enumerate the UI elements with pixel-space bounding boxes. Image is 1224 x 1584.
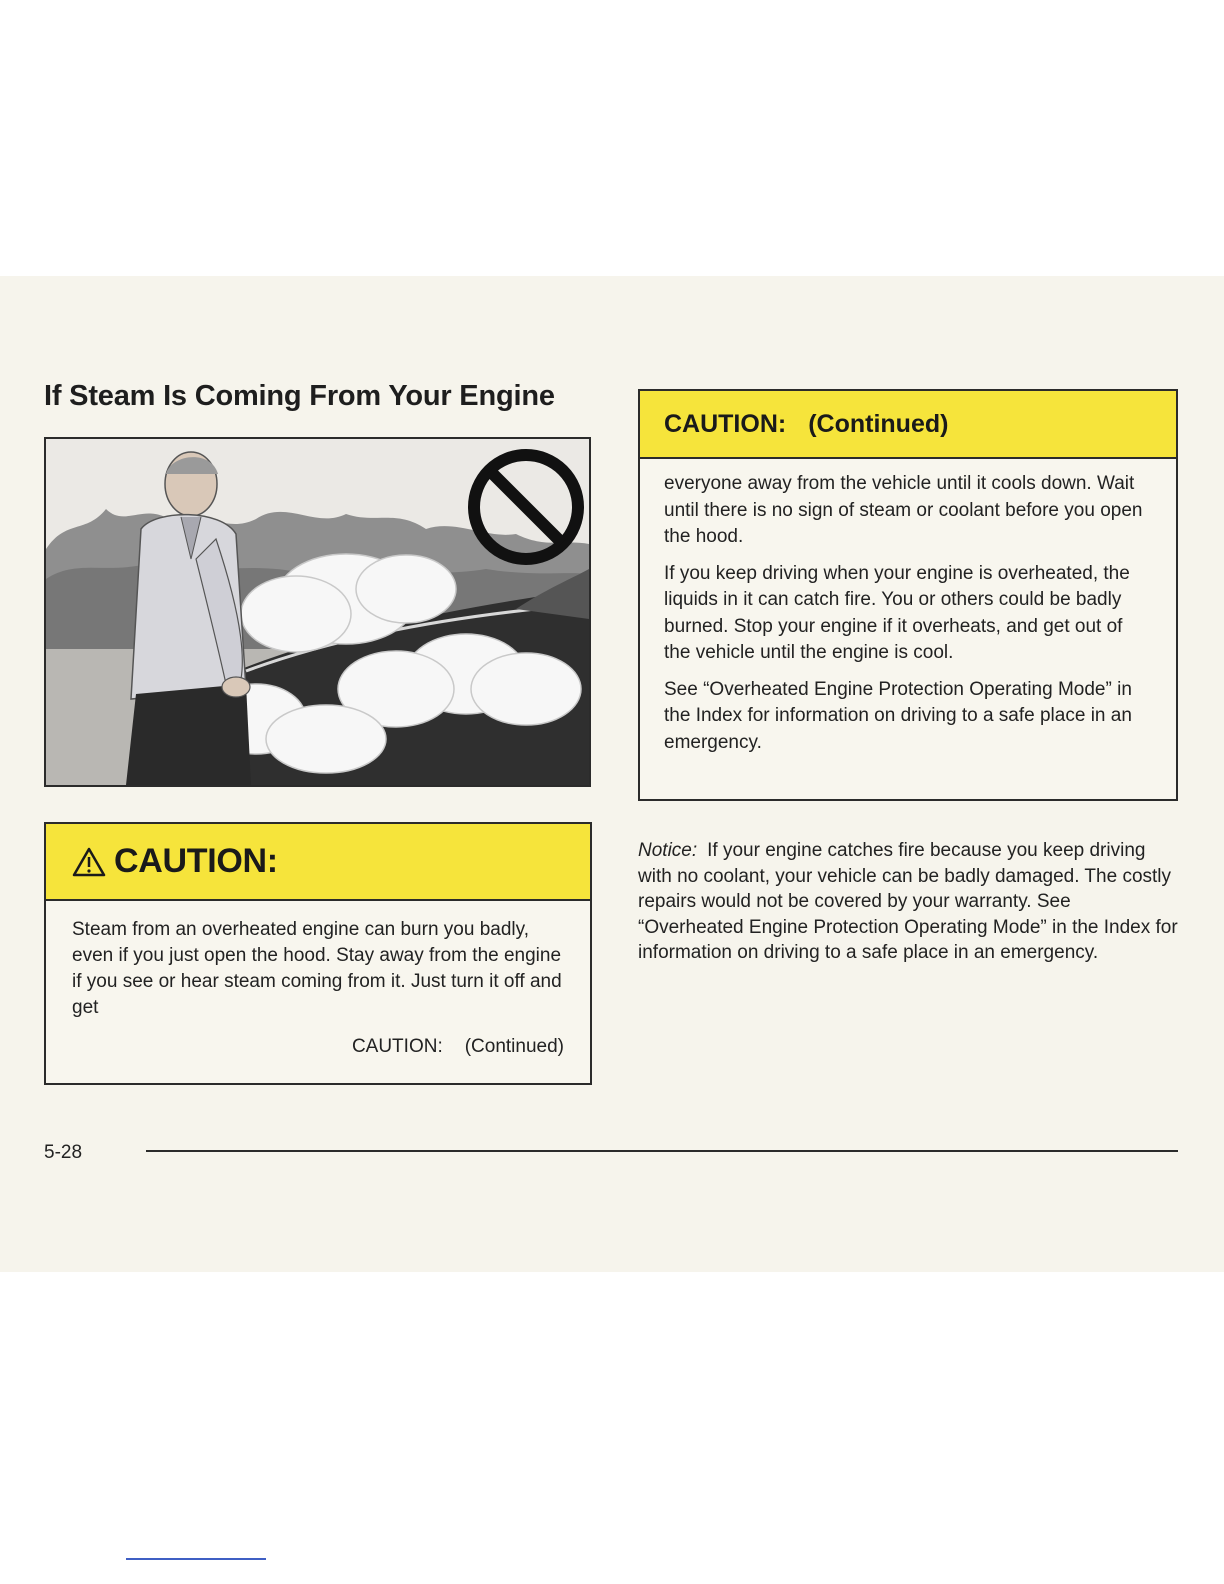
caution-box bbox=[44, 822, 592, 1085]
caution-continued-title: CAUTION: bbox=[664, 409, 787, 438]
caution-paragraph: If you keep driving when your engine is overheated, the liquids in it can catch fire. You or others could be badly burned. Stop your engine if it overheats, and get out of the vehicle until the engine is cool. bbox=[664, 562, 1130, 663]
continued-suffix: (Continued) bbox=[464, 1036, 564, 1057]
caution-title: CAUTION: bbox=[114, 842, 278, 880]
caution-continued bbox=[352, 1036, 564, 1058]
caution-body: Steam from an overheated engine can burn you badly, even if you just open the hood. Stay away from the engine if you see or hear steam coming from it. Just turn it off and get bbox=[72, 919, 562, 1018]
caution-continued-body bbox=[664, 471, 1152, 756]
no-symbol-icon bbox=[466, 447, 586, 567]
caution-continued-header bbox=[640, 391, 1176, 459]
warning-triangle-icon bbox=[72, 847, 106, 877]
caution-continued-box bbox=[638, 389, 1178, 801]
bottom-link-underline[interactable] bbox=[126, 1558, 266, 1560]
caution-continued-suffix: (Continued) bbox=[808, 409, 949, 438]
footer-rule bbox=[146, 1150, 1178, 1152]
notice-paragraph bbox=[638, 838, 1178, 966]
caution-paragraph: See “Overheated Engine Protection Operating Mode” in the Index for information on driving to a safe place in an emergency. bbox=[664, 678, 1132, 753]
notice-text: If your engine catches fire because you keep driving with no coolant, your vehicle can be badly damaged. The costly repairs would not be covered by your warranty. See “Overheated Engine Protection Operating Mode” in the Index for information on driving to a safe place in an emergency. bbox=[638, 840, 1178, 963]
caution-paragraph: everyone away from the vehicle until it cools down. Wait until there is no sign of steam or coolant before you open the hood. bbox=[664, 473, 1143, 547]
continued-label: CAUTION: bbox=[351, 1036, 443, 1057]
section-title: If Steam Is Coming From Your Engine bbox=[44, 380, 555, 412]
page-number: 5-28 bbox=[44, 1142, 83, 1163]
notice-label: Notice: bbox=[638, 840, 698, 861]
engine-steam-illustration bbox=[44, 437, 591, 787]
caution-header bbox=[46, 824, 590, 901]
